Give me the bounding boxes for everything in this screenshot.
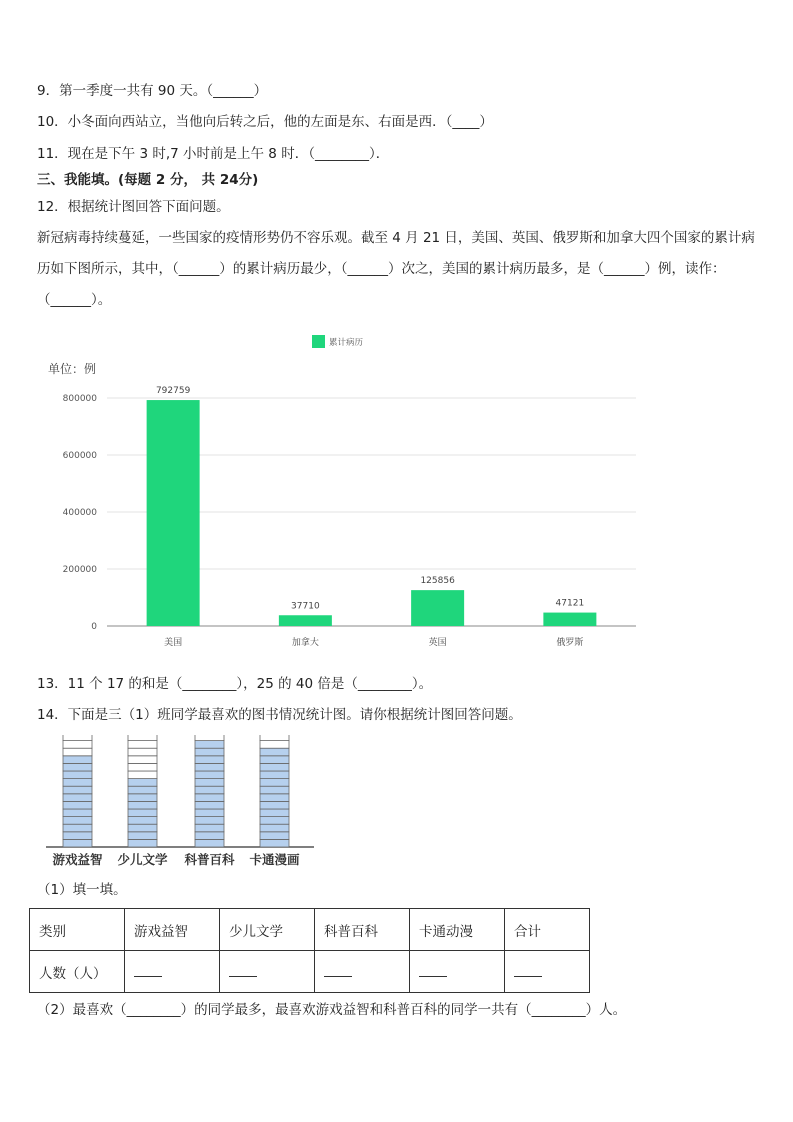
- table-header-row: [30, 909, 590, 951]
- books-cell-chart: [40, 735, 320, 870]
- bar-cell: [63, 779, 92, 787]
- bar-cell: [63, 756, 92, 764]
- bar-cell: [260, 771, 289, 779]
- bar-cell: [128, 832, 157, 840]
- bar-cell: [63, 771, 92, 779]
- bar-cell: [195, 801, 224, 809]
- bar-cell: [128, 809, 157, 817]
- x-tick-label: 俄罗斯: [556, 638, 584, 648]
- bar-cell: [195, 794, 224, 802]
- bar-cell: [128, 756, 157, 764]
- bar-cell: [195, 748, 224, 756]
- table-cell: 卡通动漫: [410, 909, 505, 951]
- y-tick-label: 0: [91, 622, 97, 632]
- bar-cell: [195, 756, 224, 764]
- y-tick-label: 200000: [62, 565, 97, 575]
- bar-cell: [260, 786, 289, 794]
- fill-in-table: [29, 908, 590, 993]
- data-label: 47121: [555, 598, 585, 609]
- question-10: 10．小冬面向西站立，当他向后转之后，他的左面是东、右面是西．（____）: [37, 114, 493, 130]
- bar-cell: [128, 801, 157, 809]
- bar-cell: [128, 763, 157, 771]
- table-cell: 类别: [30, 909, 125, 951]
- bar-cell: [128, 741, 157, 749]
- bar-cell: [63, 735, 92, 741]
- bar-cell: [63, 786, 92, 794]
- bar-cell: [195, 771, 224, 779]
- bar-cell: [195, 779, 224, 787]
- bar-cell: [63, 839, 92, 847]
- bar-cell: [195, 832, 224, 840]
- data-label: 792759: [155, 386, 191, 397]
- answer-blank[interactable]: [505, 951, 590, 993]
- bar-cell: [195, 824, 224, 832]
- bar-cell: [63, 741, 92, 749]
- bar-cell: [128, 779, 157, 787]
- bar-cell: [260, 839, 289, 847]
- section-heading: 三、我能填。(每题 2 分， 共 24分): [37, 172, 259, 188]
- bar-cell: [260, 824, 289, 832]
- data-label: 37710: [291, 601, 320, 612]
- x-tick-label: 游戏益智: [52, 852, 103, 867]
- answer-blank[interactable]: [315, 951, 410, 993]
- answer-blank[interactable]: [410, 951, 505, 993]
- table-row-label: 人数（人）: [30, 951, 125, 993]
- x-tick-label: 加拿大: [291, 638, 319, 648]
- y-tick-label: 400000: [62, 508, 97, 518]
- y-tick-label: 600000: [62, 451, 97, 461]
- bar-cell: [260, 735, 289, 741]
- question-12: 12．根据统计图回答下面问题。: [37, 199, 230, 215]
- question-14-part2: （2）最喜欢（________）的同学最多，最喜欢游戏益智和科普百科的同学一共有（________）人。: [37, 1002, 627, 1018]
- bar-cell: [260, 779, 289, 787]
- question-9: 9．第一季度一共有 90 天。（______）: [37, 83, 268, 99]
- bar-cell: [63, 801, 92, 809]
- unit-label: 单位：例: [48, 362, 97, 376]
- legend-label: 累计病历: [329, 338, 364, 348]
- bar-cell: [195, 763, 224, 771]
- bar-cell: [128, 824, 157, 832]
- bar-cell: [63, 832, 92, 840]
- x-tick-label: 美国: [164, 638, 183, 648]
- data-label: 125856: [420, 576, 455, 587]
- bar-cell: [63, 824, 92, 832]
- table-cell: 少儿文学: [220, 909, 315, 951]
- bar: [543, 613, 596, 626]
- x-tick-label: 卡通漫画: [249, 852, 300, 867]
- table-cell: 合计: [505, 909, 590, 951]
- bar: [279, 615, 332, 626]
- legend-swatch: [312, 335, 325, 348]
- bar: [147, 400, 200, 626]
- bar-cell: [195, 741, 224, 749]
- bar-cell: [260, 756, 289, 764]
- question-13: 13．11 个 17 的和是（________），25 的 40 倍是（________）。: [37, 676, 433, 692]
- bar-cell: [195, 817, 224, 825]
- bar-cell: [195, 786, 224, 794]
- table-cell: 游戏益智: [125, 909, 220, 951]
- bar-cell: [128, 817, 157, 825]
- bar-cell: [63, 817, 92, 825]
- y-tick-label: 800000: [62, 394, 97, 404]
- x-tick-label: 科普百科: [184, 852, 235, 867]
- cases-bar-chart: [30, 325, 650, 660]
- bar-cell: [63, 748, 92, 756]
- x-tick-label: 英国: [428, 638, 447, 648]
- bar-cell: [63, 794, 92, 802]
- question-11: 11．现在是下午 3 时,7 小时前是上午 8 时．（________）．: [37, 146, 390, 162]
- bar-cell: [260, 809, 289, 817]
- answer-blank[interactable]: [125, 951, 220, 993]
- bar-cell: [195, 735, 224, 741]
- bar-cell: [260, 794, 289, 802]
- bar-cell: [260, 832, 289, 840]
- question-14-part1: （1）填一填。: [37, 882, 127, 898]
- bar-cell: [260, 817, 289, 825]
- table-cell: 科普百科: [315, 909, 410, 951]
- bar-cell: [128, 839, 157, 847]
- answer-blank[interactable]: [220, 951, 315, 993]
- bar-cell: [128, 786, 157, 794]
- bar-cell: [260, 801, 289, 809]
- table-row: [30, 951, 590, 993]
- bar: [411, 590, 464, 626]
- bar-cell: [260, 763, 289, 771]
- bar-cell: [128, 794, 157, 802]
- bar-cell: [63, 763, 92, 771]
- bar-cell: [128, 771, 157, 779]
- question-14: 14．下面是三（1）班同学最喜欢的图书情况统计图。请你根据统计图回答问题。: [37, 707, 522, 723]
- question-12-text: 新冠病毒持续蔓延，一些国家的疫情形势仍不容乐观。截至 4 月 21 日，美国、英国、俄罗斯和加拿大四个国家的累计病历如下图所示，其中，（______）的累计病历最少，（______）次之，美国的累计病历最多，是（______）例，读作：（______）。: [37, 230, 755, 308]
- bar-cell: [128, 735, 157, 741]
- bar-cell: [128, 748, 157, 756]
- bar-cell: [195, 809, 224, 817]
- x-tick-label: 少儿文学: [117, 852, 168, 867]
- bar-cell: [195, 839, 224, 847]
- bar-cell: [260, 741, 289, 749]
- bar-cell: [260, 748, 289, 756]
- bar-cell: [63, 809, 92, 817]
